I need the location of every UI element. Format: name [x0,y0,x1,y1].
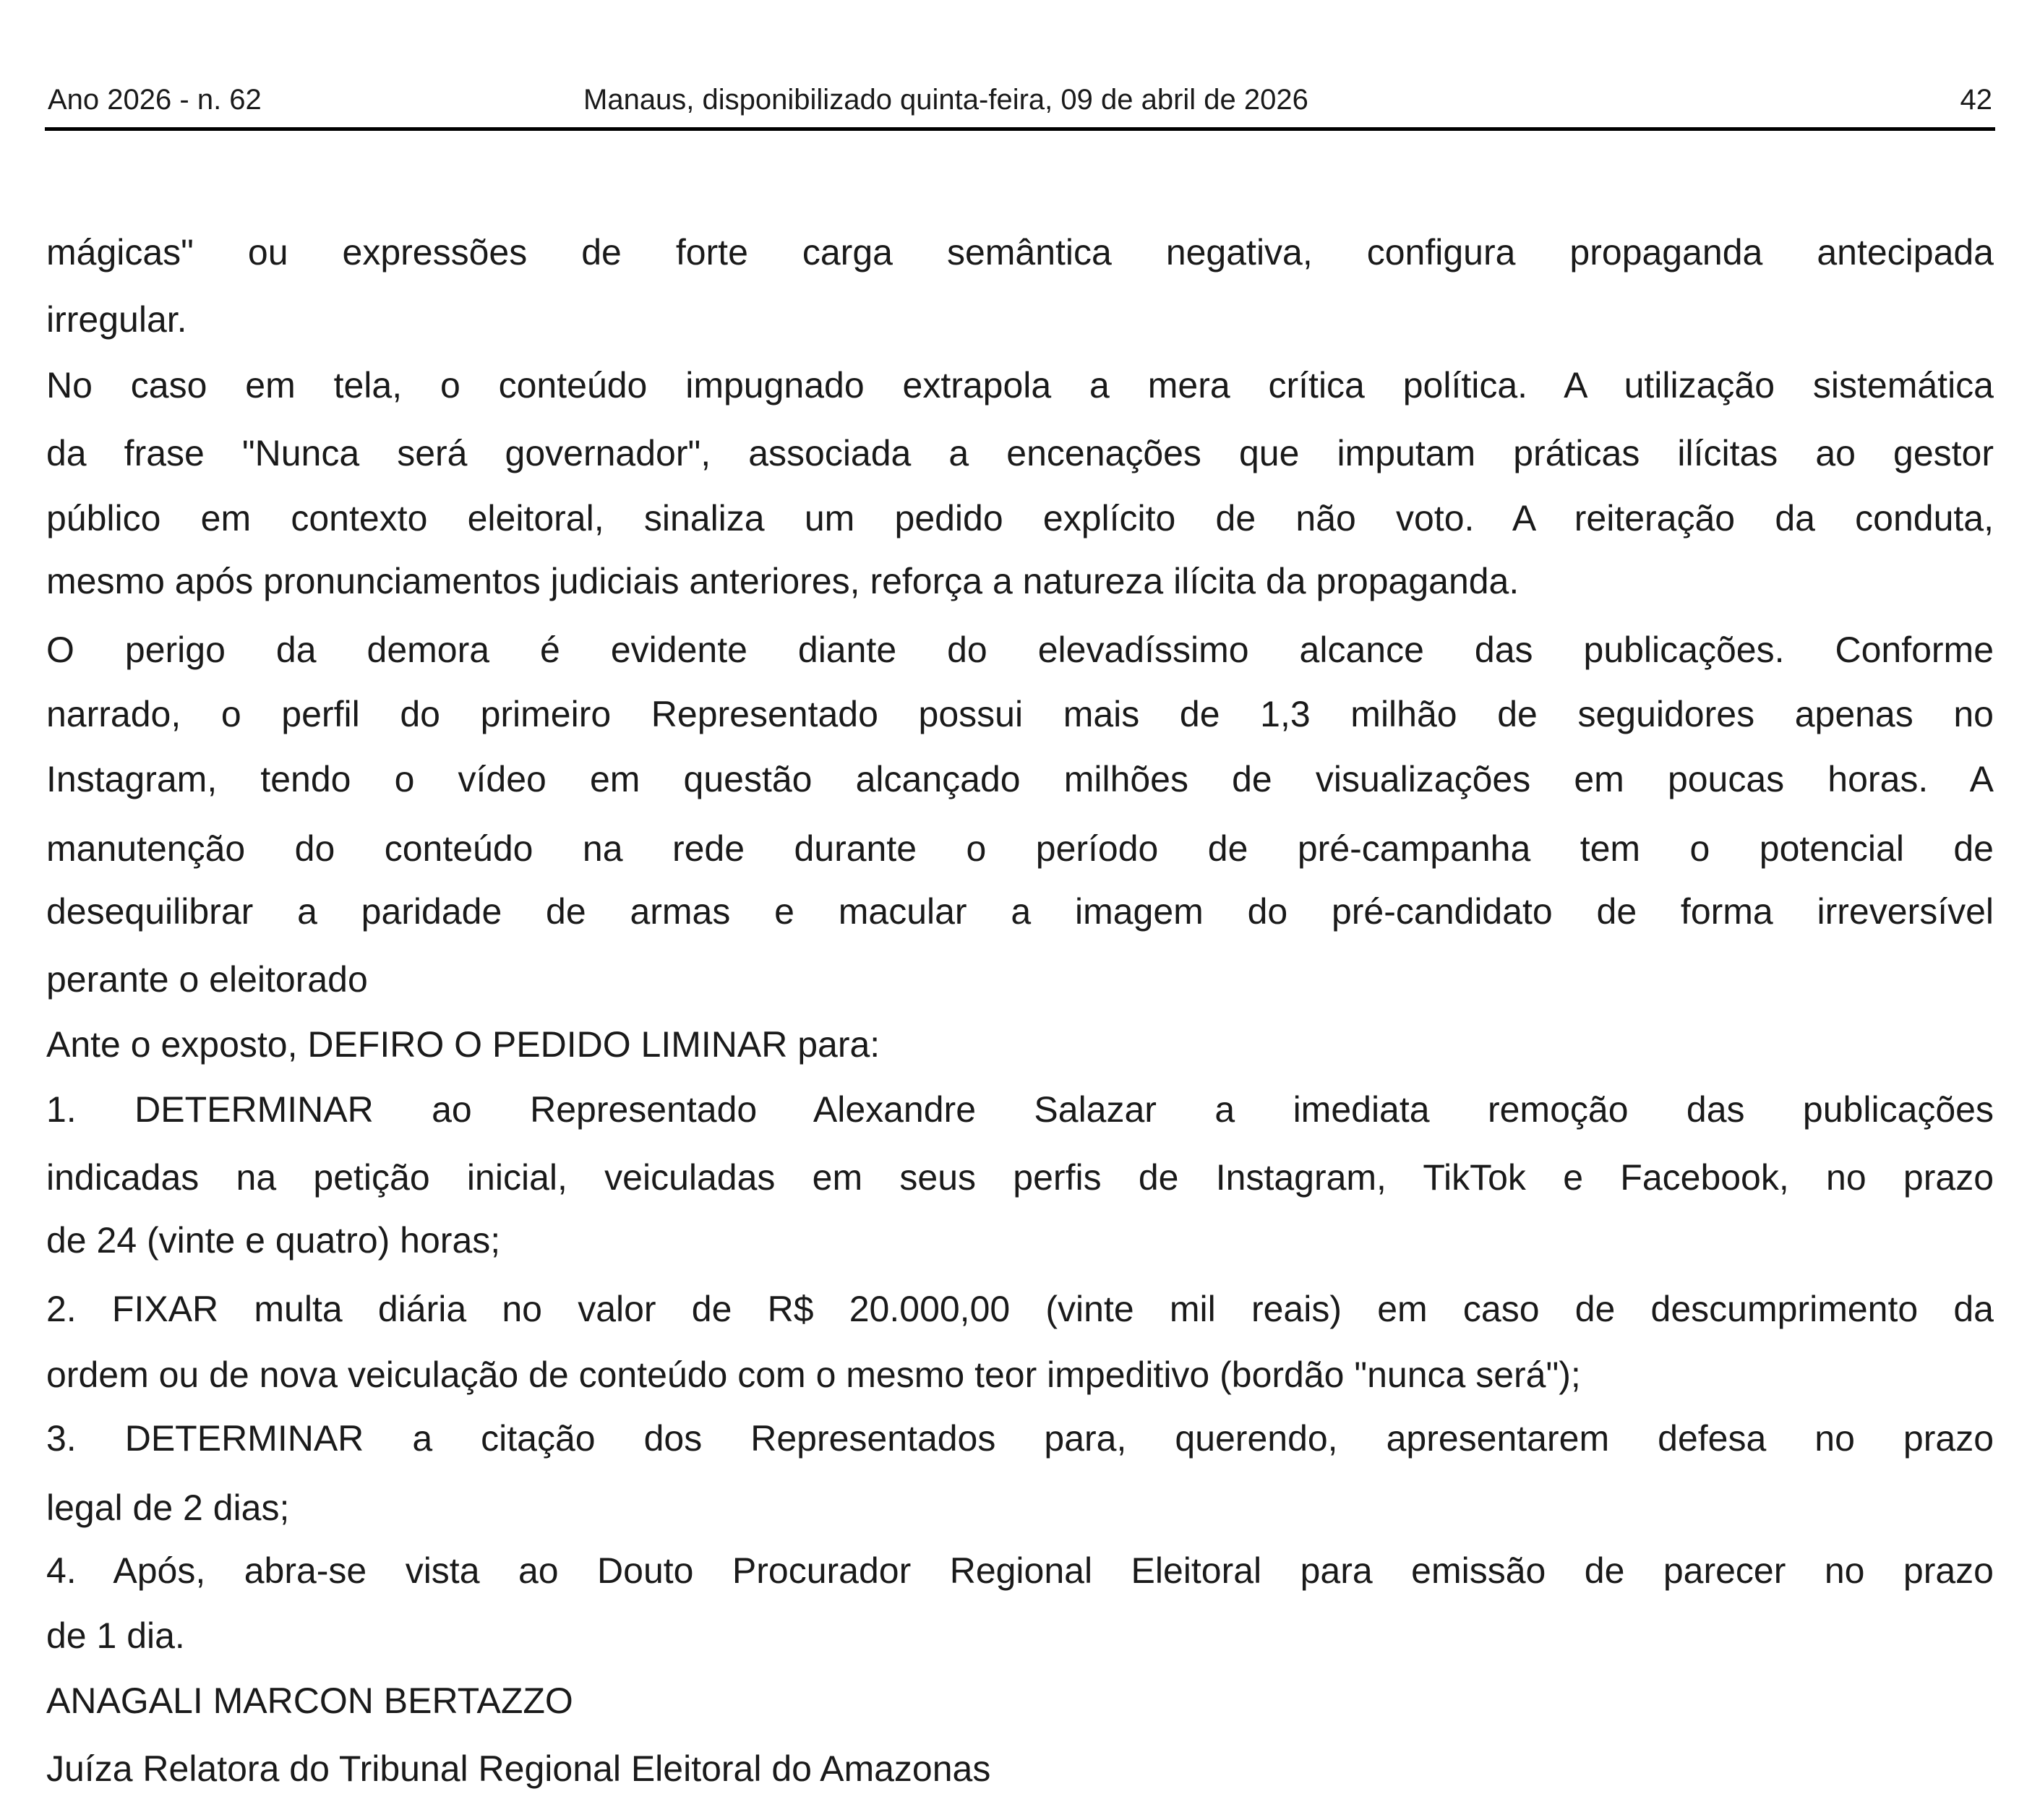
text-line: público em contexto eleitoral, sinaliza um pedido explícito de não voto. A reiteração da conduta, [46,498,1994,538]
text-line: O perigo da demora é evidente diante do elevadíssimo alcance das publicações. Conforme [46,630,1994,670]
text-line: 4. Após, abra-se vista ao Douto Procurador Regional Eleitoral para emissão de parecer no prazo [46,1550,1994,1591]
page-number: 42 [1960,84,1992,116]
text-line: narrado, o perfil do primeiro Representado possui mais de 1,3 milhão de seguidores apenas no [46,694,1994,734]
text-line: 2. FIXAR multa diária no valor de R$ 20.000,00 (vinte mil reais) em caso de descumprimento da [46,1289,1994,1329]
text-line: ANAGALI MARCON BERTAZZO [46,1681,573,1721]
text-line: Juíza Relatora do Tribunal Regional Eleitoral do Amazonas [46,1748,991,1789]
text-line: desequilibrar a paridade de armas e macular a imagem do pré-candidato de forma irreversível [46,891,1994,932]
text-line: Instagram, tendo o vídeo em questão alcançado milhões de visualizações em poucas horas. A [46,759,1994,799]
text-line: Ante o exposto, DEFIRO O PEDIDO LIMINAR para: [46,1024,880,1065]
header-rule [45,127,1995,131]
text-line: da frase "Nunca será governador", associada a encenações que imputam práticas ilícitas ao gestor [46,433,1994,473]
text-line: indicadas na petição inicial, veiculadas em seus perfis de Instagram, TikTok e Facebook, no prazo [46,1157,1994,1198]
dateline: Manaus, disponibilizado quinta-feira, 09 de abril de 2026 [583,84,1308,116]
text-line: perante o eleitorado [46,959,368,1000]
text-line: ordem ou de nova veiculação de conteúdo com o mesmo teor impeditivo (bordão "nunca será"); [46,1355,1581,1395]
text-line: de 1 dia. [46,1615,185,1656]
issue-number: Ano 2026 - n. 62 [48,84,262,116]
text-line: 3. DETERMINAR a citação dos Representados para, querendo, apresentarem defesa no prazo [46,1418,1994,1459]
text-line: mágicas" ou expressões de forte carga semântica negativa, configura propaganda antecipada [46,232,1994,272]
text-line: legal de 2 dias; [46,1488,290,1528]
text-line: mesmo após pronunciamentos judiciais anteriores, reforça a natureza ilícita da propaganda. [46,561,1520,601]
text-line: irregular. [46,299,187,340]
text-line: 1. DETERMINAR ao Representado Alexandre Salazar a imediata remoção das publicações [46,1089,1994,1130]
text-line: de 24 (vinte e quatro) horas; [46,1220,501,1261]
text-line: manutenção do conteúdo na rede durante o período de pré-campanha tem o potencial de [46,828,1994,869]
text-line: No caso em tela, o conteúdo impugnado extrapola a mera crítica política. A utilização sistemática [46,365,1994,405]
